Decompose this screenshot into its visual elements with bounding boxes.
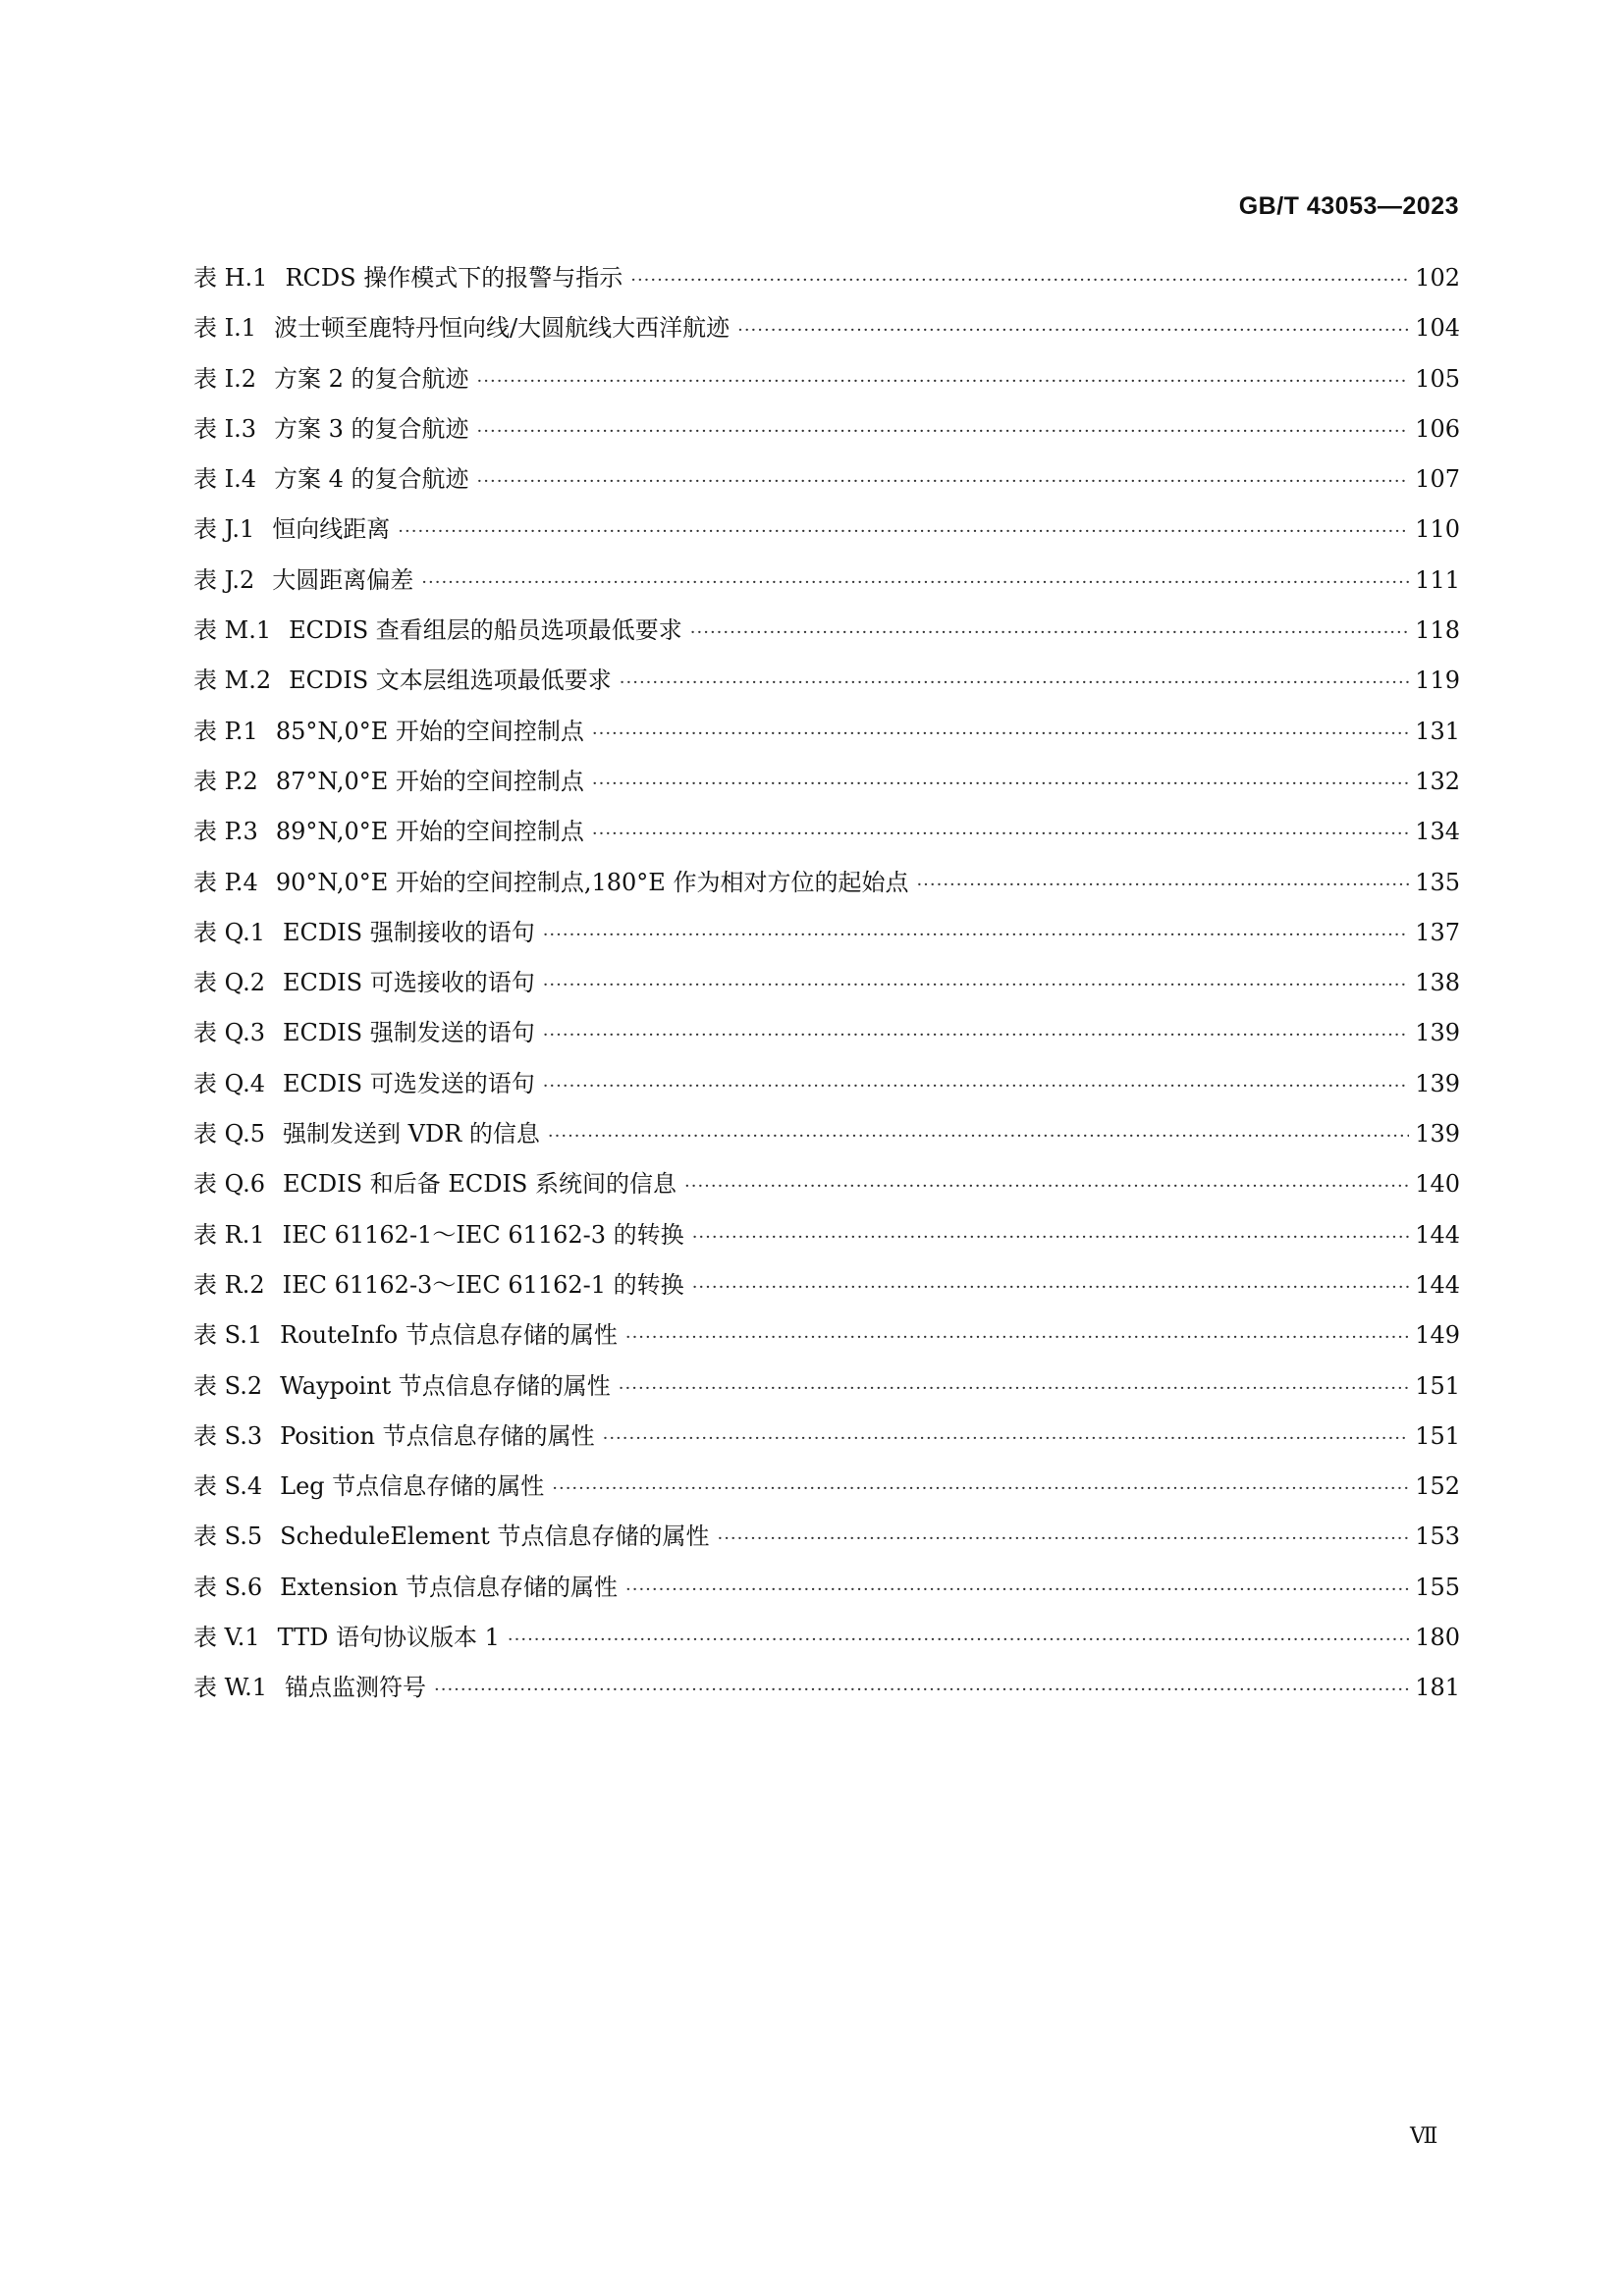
toc-entry[interactable] — [193, 717, 1460, 767]
toc-page: 153 — [1415, 1522, 1460, 1551]
toc-page: 135 — [1415, 868, 1460, 896]
toc-title: Leg 节点信息存储的属性 — [280, 1472, 545, 1501]
toc-page: 180 — [1415, 1624, 1460, 1652]
leader-dots — [398, 517, 1409, 547]
toc-title: Position 节点信息存储的属性 — [280, 1421, 595, 1450]
toc-entry[interactable] — [193, 918, 1460, 968]
toc-entry[interactable] — [193, 414, 1460, 464]
toc-entry[interactable] — [193, 1522, 1460, 1572]
toc-title: IEC 61162-3～IEC 61162-1 的转换 — [282, 1270, 684, 1299]
toc-page: 132 — [1415, 767, 1460, 795]
toc-title: 波士顿至鹿特丹恒向线/大圆航线大西洋航迹 — [274, 314, 731, 343]
toc-page: 111 — [1415, 565, 1460, 594]
toc-label: 表 I.1 — [193, 314, 257, 343]
leader-dots — [592, 770, 1409, 799]
leader-dots — [543, 971, 1409, 1000]
toc-title: ECDIS 可选发送的语句 — [283, 1069, 535, 1097]
leader-dots — [692, 1273, 1409, 1303]
toc-title: 强制发送到 VDR 的信息 — [283, 1120, 540, 1148]
toc-title: Waypoint 节点信息存储的属性 — [280, 1371, 611, 1400]
toc-label: 表 S.3 — [193, 1421, 263, 1450]
leader-dots — [916, 871, 1409, 900]
toc-page: 105 — [1415, 364, 1460, 393]
toc-entry[interactable] — [193, 1471, 1460, 1522]
toc-entry[interactable] — [193, 615, 1460, 666]
toc-label: 表 Q.4 — [193, 1069, 266, 1097]
toc-label: 表 V.1 — [193, 1624, 260, 1652]
toc-page: 149 — [1415, 1321, 1460, 1350]
toc-entry[interactable] — [193, 1018, 1460, 1068]
toc-title: 锚点监测符号 — [285, 1674, 426, 1702]
toc-label: 表 M.2 — [193, 667, 272, 695]
toc-title: IEC 61162-1～IEC 61162-3 的转换 — [282, 1220, 684, 1249]
leader-dots — [543, 1072, 1409, 1101]
toc-label: 表 Q.6 — [193, 1170, 266, 1199]
page-number: Ⅶ — [1410, 2124, 1438, 2149]
toc-entry[interactable] — [193, 817, 1460, 867]
toc-label: 表 S.5 — [193, 1522, 263, 1551]
toc-entry[interactable] — [193, 1069, 1460, 1119]
leader-dots — [592, 820, 1409, 849]
toc-label: 表 W.1 — [193, 1674, 267, 1702]
toc-entry[interactable] — [193, 1119, 1460, 1169]
toc-label: 表 S.1 — [193, 1321, 263, 1350]
toc-page: 107 — [1415, 465, 1460, 494]
toc-title: RCDS 操作模式下的报警与指示 — [285, 264, 623, 292]
toc-page: 131 — [1415, 717, 1460, 745]
toc-entry[interactable] — [193, 1270, 1460, 1320]
toc-entry[interactable] — [193, 313, 1460, 363]
toc-entry[interactable] — [193, 364, 1460, 414]
toc-page: 139 — [1415, 1069, 1460, 1097]
toc-title: 大圆距离偏差 — [272, 565, 414, 594]
toc-page: 139 — [1415, 1120, 1460, 1148]
toc-label: 表 I.4 — [193, 465, 257, 494]
toc-label: 表 Q.3 — [193, 1019, 266, 1047]
toc-title: ScheduleElement 节点信息存储的属性 — [280, 1522, 710, 1551]
toc-title: 方案 4 的复合航迹 — [274, 465, 469, 494]
toc-title: 85°N,0°E 开始的空间控制点 — [275, 717, 584, 745]
leader-dots — [477, 467, 1409, 497]
toc-entry[interactable] — [193, 1421, 1460, 1471]
toc-page: 152 — [1415, 1472, 1460, 1501]
toc-title: RouteInfo 节点信息存储的属性 — [280, 1321, 618, 1350]
toc-label: 表 P.4 — [193, 868, 258, 896]
leader-dots — [477, 367, 1409, 397]
leader-dots — [625, 1575, 1409, 1605]
toc-label: 表 P.3 — [193, 818, 258, 846]
table-of-contents — [193, 263, 1460, 1724]
toc-page: 137 — [1415, 918, 1460, 946]
toc-entry[interactable] — [193, 514, 1460, 564]
leader-dots — [548, 1122, 1409, 1151]
toc-entry[interactable] — [193, 968, 1460, 1018]
toc-page: 106 — [1415, 414, 1460, 443]
toc-page: 155 — [1415, 1573, 1460, 1601]
leader-dots — [552, 1474, 1409, 1504]
leader-dots — [603, 1424, 1409, 1454]
toc-entry[interactable] — [193, 767, 1460, 817]
leader-dots — [421, 568, 1409, 598]
toc-title: ECDIS 可选接收的语句 — [283, 969, 535, 997]
leader-dots — [690, 618, 1409, 648]
toc-label: 表 J.2 — [193, 565, 255, 594]
toc-label: 表 S.2 — [193, 1371, 263, 1400]
toc-page: 138 — [1415, 969, 1460, 997]
toc-title: 方案 2 的复合航迹 — [274, 364, 469, 393]
leader-dots — [684, 1172, 1409, 1201]
leader-dots — [543, 1021, 1409, 1050]
toc-page: 110 — [1415, 515, 1460, 544]
leader-dots — [619, 1374, 1409, 1404]
leader-dots — [508, 1626, 1409, 1655]
toc-entry[interactable] — [193, 1573, 1460, 1623]
toc-page: 118 — [1415, 616, 1460, 645]
leader-dots — [692, 1223, 1409, 1253]
toc-page: 139 — [1415, 1019, 1460, 1047]
leader-dots — [620, 668, 1409, 698]
toc-title: ECDIS 查看组层的船员选项最低要求 — [289, 616, 682, 645]
toc-entry[interactable] — [193, 1320, 1460, 1370]
toc-page: 102 — [1415, 264, 1460, 292]
toc-entry[interactable] — [193, 1220, 1460, 1270]
toc-label: 表 I.3 — [193, 414, 257, 443]
leader-dots — [592, 720, 1409, 749]
toc-entry[interactable] — [193, 565, 1460, 615]
toc-label: 表 P.1 — [193, 717, 258, 745]
toc-title: 89°N,0°E 开始的空间控制点 — [275, 818, 584, 846]
toc-title: ECDIS 和后备 ECDIS 系统间的信息 — [283, 1170, 677, 1199]
leader-dots — [477, 417, 1409, 447]
toc-title: ECDIS 强制发送的语句 — [283, 1019, 535, 1047]
toc-page: 151 — [1415, 1421, 1460, 1450]
toc-label: 表 I.2 — [193, 364, 257, 393]
toc-label: 表 Q.2 — [193, 969, 266, 997]
toc-label: 表 R.2 — [193, 1270, 265, 1299]
toc-entry[interactable] — [193, 464, 1460, 514]
toc-label: 表 S.6 — [193, 1573, 263, 1601]
toc-page: 144 — [1415, 1220, 1460, 1249]
toc-label: 表 S.4 — [193, 1472, 263, 1501]
toc-page: 140 — [1415, 1170, 1460, 1199]
toc-entry[interactable] — [193, 868, 1460, 918]
toc-entry[interactable] — [193, 263, 1460, 313]
leader-dots — [543, 921, 1409, 950]
toc-title: ECDIS 强制接收的语句 — [283, 918, 535, 946]
toc-entry[interactable] — [193, 1623, 1460, 1673]
toc-page: 151 — [1415, 1371, 1460, 1400]
toc-label: 表 Q.5 — [193, 1120, 266, 1148]
toc-page: 119 — [1415, 667, 1460, 695]
toc-page: 181 — [1415, 1674, 1460, 1702]
toc-label: 表 J.1 — [193, 515, 255, 544]
leader-dots — [717, 1524, 1409, 1554]
leader-dots — [737, 316, 1409, 346]
toc-title: 恒向线距离 — [272, 515, 391, 544]
toc-title: 方案 3 的复合航迹 — [274, 414, 469, 443]
leader-dots — [630, 266, 1409, 295]
toc-title: TTD 语句协议版本 1 — [277, 1624, 500, 1652]
toc-page: 144 — [1415, 1270, 1460, 1299]
toc-page: 104 — [1415, 314, 1460, 343]
toc-entry[interactable] — [193, 1673, 1460, 1723]
toc-title: 90°N,0°E 开始的空间控制点,180°E 作为相对方位的起始点 — [275, 868, 909, 896]
toc-label: 表 M.1 — [193, 616, 272, 645]
toc-title: ECDIS 文本层组选项最低要求 — [289, 667, 612, 695]
toc-label: 表 H.1 — [193, 264, 268, 292]
toc-label: 表 R.1 — [193, 1220, 265, 1249]
toc-title: 87°N,0°E 开始的空间控制点 — [275, 767, 584, 795]
leader-dots — [434, 1676, 1409, 1705]
toc-entry[interactable] — [193, 1169, 1460, 1219]
toc-entry[interactable] — [193, 666, 1460, 716]
toc-label: 表 Q.1 — [193, 918, 266, 946]
toc-entry[interactable] — [193, 1371, 1460, 1421]
toc-page: 134 — [1415, 818, 1460, 846]
document-code: GB/T 43053—2023 — [1238, 192, 1459, 220]
toc-label: 表 P.2 — [193, 767, 258, 795]
toc-title: Extension 节点信息存储的属性 — [280, 1573, 619, 1601]
leader-dots — [625, 1323, 1409, 1353]
